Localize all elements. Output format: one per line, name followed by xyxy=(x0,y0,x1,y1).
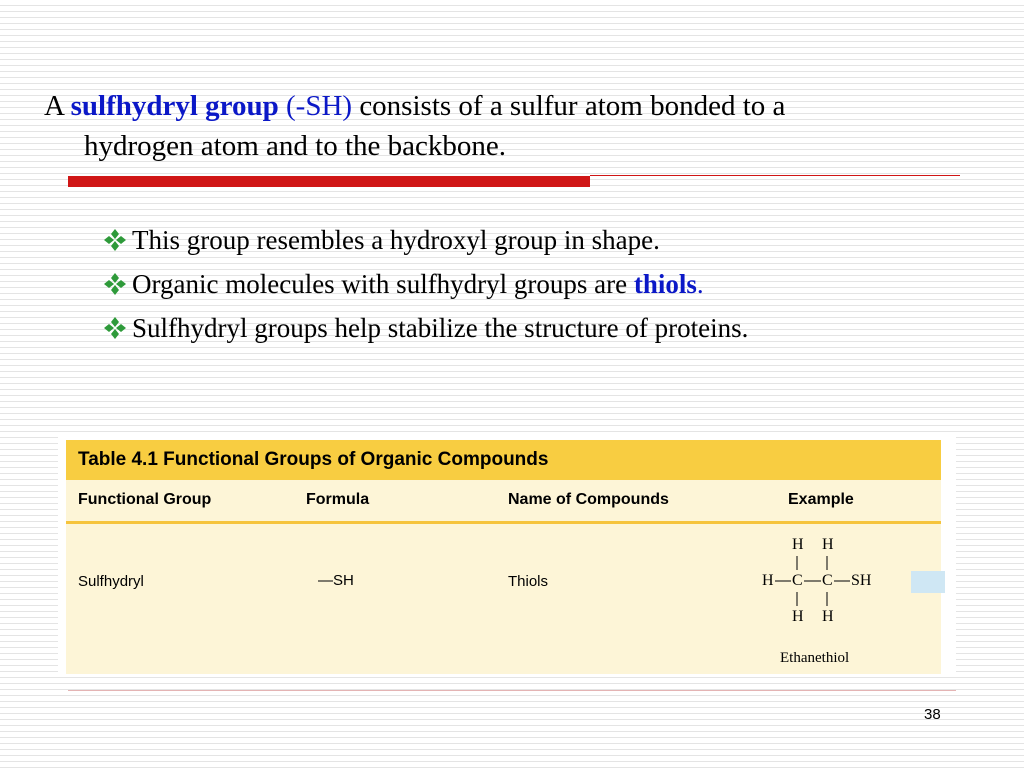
thiols-term: thiols xyxy=(633,269,697,299)
atom-sh: SH xyxy=(851,572,872,589)
diamond-bullet-icon xyxy=(100,313,130,343)
ethanethiol-structure xyxy=(756,534,886,624)
bullet-list xyxy=(100,218,748,350)
example-name: Ethanethiol xyxy=(780,650,850,666)
column-header: Functional Group xyxy=(78,491,212,508)
cell-name: Thiols xyxy=(508,573,549,590)
bullet-text: Sulfhydryl groups help stabilize the structure of proteins. xyxy=(132,313,749,343)
bond-lines xyxy=(756,534,886,629)
table-title: Table 4.1 Functional Groups of Organic Compounds xyxy=(66,440,941,480)
heading-term: sulfhydryl group xyxy=(70,90,279,122)
bullet-text: Organic molecules with sulfhydryl groups are thiols. xyxy=(132,269,704,299)
bullet-item xyxy=(100,218,748,262)
table-column-headers xyxy=(66,480,941,520)
sh-highlight xyxy=(911,571,945,593)
red-divider-bar xyxy=(68,176,590,187)
cell-functional-group: Sulfhydryl xyxy=(78,573,144,590)
bullet-item xyxy=(100,262,748,306)
diamond-bullet-icon xyxy=(100,225,130,255)
red-divider-line xyxy=(590,175,960,176)
cell-formula: —SH xyxy=(318,572,354,589)
column-header: Formula xyxy=(306,491,370,508)
atom-c: C xyxy=(822,572,833,589)
heading-line-2: hydrogen atom and to the backbone. xyxy=(84,130,506,162)
header-separator xyxy=(66,521,941,524)
atom-h: H xyxy=(822,536,834,553)
atom-h: H xyxy=(792,608,804,625)
heading-rest: consists of a sulfur atom bonded to a xyxy=(359,90,786,122)
bullet-item xyxy=(100,306,748,350)
atom-h: H xyxy=(792,536,804,553)
heading-prefix: A xyxy=(44,90,64,122)
diamond-bullet-icon xyxy=(100,269,130,299)
atom-h: H xyxy=(822,608,834,625)
slide-heading xyxy=(44,86,974,166)
footer-divider xyxy=(68,690,956,691)
page-number: 38 xyxy=(924,706,941,723)
atom-h: H xyxy=(762,572,774,589)
heading-line-1 xyxy=(44,86,974,126)
bullet-text: This group resembles a hydroxyl group in shape. xyxy=(132,225,660,255)
column-header: Example xyxy=(788,491,854,508)
heading-formula: (-SH) xyxy=(286,90,353,122)
functional-groups-table xyxy=(66,480,941,674)
column-header: Name of Compounds xyxy=(508,491,669,508)
atom-c: C xyxy=(792,572,803,589)
